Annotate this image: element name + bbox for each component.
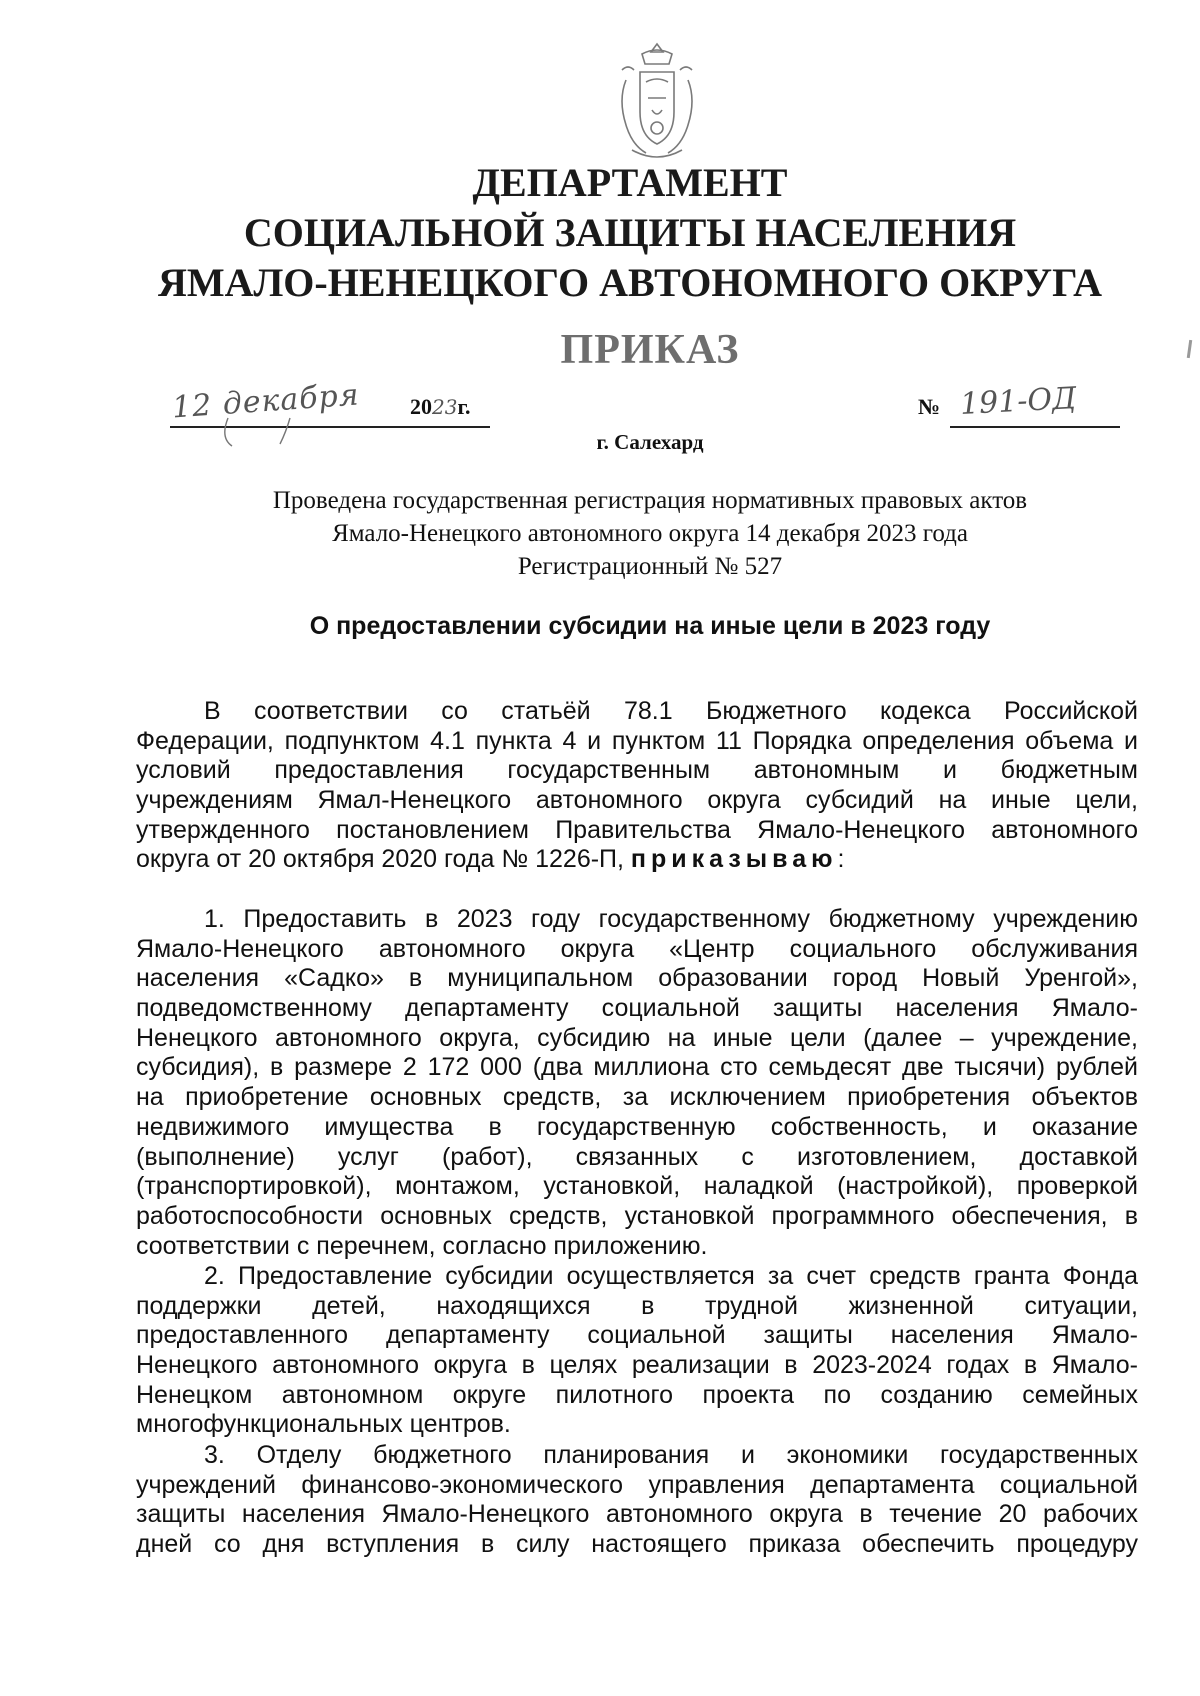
text-line: работоспособности основных средств, установкой программного обеспечения, в [136, 1201, 1138, 1230]
document-type-heading: ПРИКАЗ [560, 327, 740, 373]
text-line: условий предоставления государственным автономным и бюджетным [136, 756, 1138, 785]
text-line: Федерации, подпунктом 4.1 пункта 4 и пунктом 11 Порядка определения объема и [136, 726, 1138, 755]
document-subject: О предоставлении субсидии на иные цели в 2023 году [309, 612, 991, 640]
number-sign: № [918, 394, 941, 419]
text-line: учреждениям Ямал-Ненецкого автономного округа субсидий на иные цели, [136, 786, 1138, 815]
city: г. Салехард [596, 430, 704, 454]
order-emphasis: приказываю [630, 845, 838, 874]
handwritten-year: 23 [432, 395, 458, 419]
registration-line-3: Регистрационный № 527 [517, 553, 783, 580]
year-prefix: 20 [410, 394, 432, 419]
text-line: учреждений финансово-экономического управления департамента социальной [136, 1470, 1138, 1499]
text-line: Ненецкого автономного округа, субсидию на иные цели (далее – учреждение, [136, 1023, 1138, 1052]
text-line: 1. Предоставить в 2023 году государственному бюджетному учреждению [204, 905, 1138, 933]
year-suffix: г. [457, 394, 471, 419]
text-line: Ямало-Ненецкого автономного округа «Центр социального обслуживания [136, 934, 1138, 963]
order-item-2 [136, 1262, 1138, 1440]
order-item-1 [136, 905, 1138, 1261]
preamble-tail: : [837, 845, 845, 874]
text-line: Ненецкого автономного округа в целях реализации в 2023-2024 годах в Ямало- [136, 1351, 1138, 1380]
text-line: 3. Отделу бюджетного планирования и экономики государственных [204, 1441, 1138, 1469]
registration-stamp [150, 484, 1150, 583]
handwriting-stroke [220, 414, 300, 454]
handwritten-number: 191-ОД [959, 380, 1078, 423]
text-line: дней со дня вступления в силу настоящего приказа обеспечить процедуру [136, 1530, 1138, 1559]
text-line: недвижимого имущества в государственную собственность, и оказание [136, 1112, 1138, 1141]
text-line: (транспортировкой), монтажом, установкой, наладкой (настройкой), проверкой [136, 1172, 1138, 1201]
text-line: поддержки детей, находящихся в трудной жизненной ситуации, [136, 1291, 1138, 1320]
preamble-paragraph [136, 697, 1138, 875]
text-line: на приобретение основных средств, за исключением приобретения объектов [136, 1083, 1138, 1112]
text-line: подведомственному департаменту социальной защиты населения Ямало- [136, 994, 1138, 1023]
text-line: многофункциональных центров. [136, 1410, 511, 1439]
department-title [130, 158, 1130, 308]
coat-of-arms-emblem-icon [612, 40, 702, 165]
text-line: В соответствии со статьёй 78.1 Бюджетного кодекса Российской [204, 697, 1138, 725]
text-line [136, 845, 1138, 875]
text-line: соответствии с перечнем, согласно приложению. [136, 1231, 708, 1260]
registration-line-2: Ямало-Ненецкого автономного округа 14 декабря 2023 года [332, 520, 968, 547]
department-title-line-1: ДЕПАРТАМЕНТ [472, 160, 788, 205]
text-line: предоставленного департаменту социальной защиты населения Ямало- [136, 1321, 1138, 1350]
text-line: защиты населения Ямало-Ненецкого автономного округа в течение 20 рабочих [136, 1500, 1138, 1529]
order-item-3 [136, 1441, 1138, 1560]
handwritten-day-month: 12 декабря [171, 377, 361, 426]
department-title-line-3: ЯМАЛО-НЕНЕЦКОГО АВТОНОМНОГО ОКРУГА [157, 260, 1103, 305]
preamble-last-line: округа от 20 октября 2020 года № 1226-П, [136, 845, 624, 874]
text-line: субсидия), в размере 2 172 000 (два миллиона сто семьдесят две тысячи) рублей [136, 1053, 1138, 1082]
department-title-line-2: СОЦИАЛЬНОЙ ЗАЩИТЫ НАСЕЛЕНИЯ [243, 210, 1017, 255]
text-line: (выполнение) услуг (работ), связанных с изготовлением, доставкой [136, 1142, 1138, 1171]
text-line: 2. Предоставление субсидии осуществляется за счет средств гранта Фонда [204, 1262, 1138, 1290]
text-line: населения «Садко» в муниципальном образовании город Новый Уренгой», [136, 964, 1138, 993]
registration-line-1: Проведена государственная регистрация нормативных правовых актов [272, 487, 1028, 514]
scan-artifact [1187, 340, 1192, 358]
text-line: Ненецком автономном округе пилотного проекта по созданию семейных [136, 1380, 1138, 1409]
date-year [410, 394, 470, 420]
text-line: утвержденного постановлением Правительства Ямало-Ненецкого автономного [136, 815, 1138, 844]
